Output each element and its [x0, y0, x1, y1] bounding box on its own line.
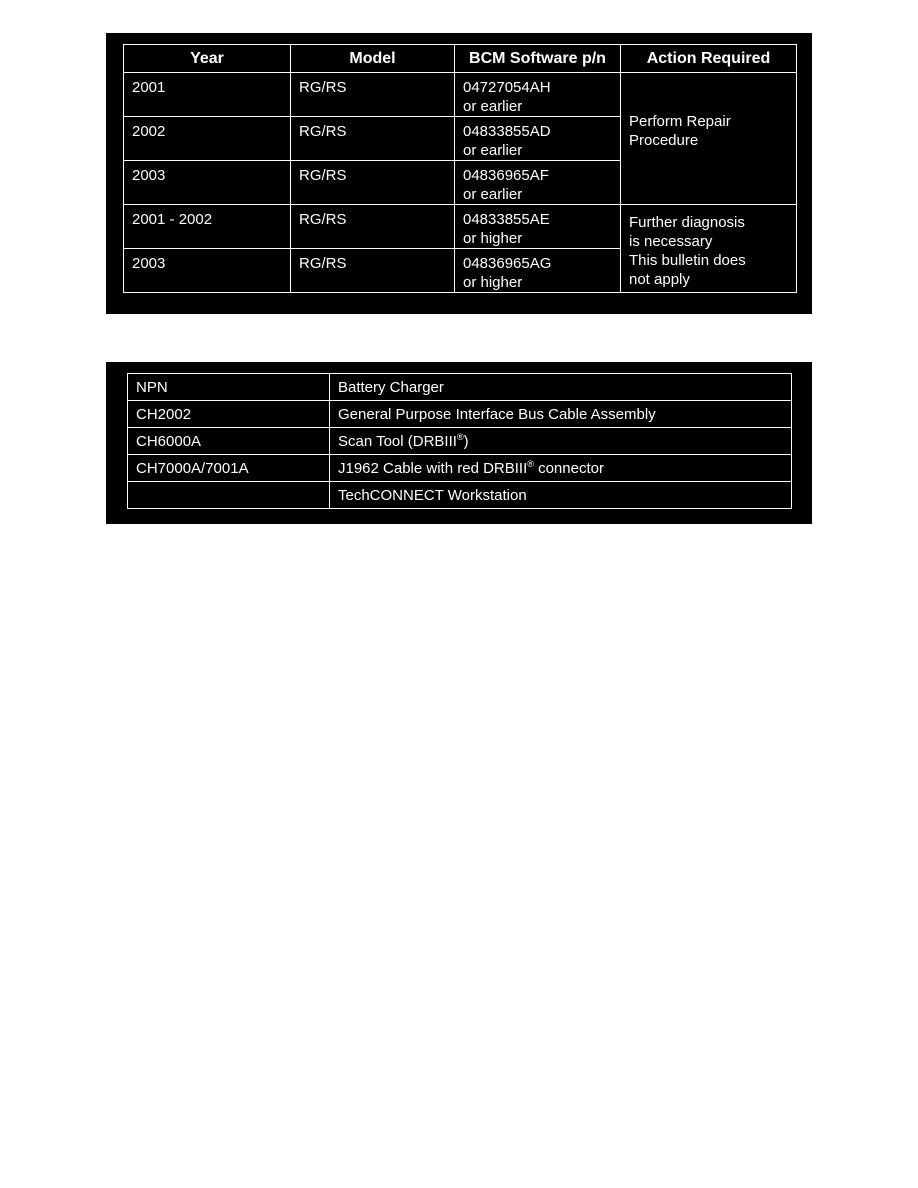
model-cell: RG/RS [291, 117, 455, 161]
registered-mark: ® [456, 431, 464, 442]
model-cell: RG/RS [291, 161, 455, 205]
software-pn-qualifier: or higher [463, 274, 523, 291]
model-cell: RG/RS [291, 73, 455, 117]
software-pn-cell [455, 161, 621, 205]
software-pn-qualifier: or earlier [463, 142, 523, 159]
table-row [124, 205, 797, 249]
software-pn-qualifier: or earlier [463, 98, 523, 115]
tool-code-cell: CH7000A/7001A [128, 455, 330, 482]
action-cell-repair [621, 73, 797, 205]
tool-description-suffix: connector [533, 459, 604, 477]
tool-description-cell [330, 374, 792, 401]
year-cell: 2003 [124, 249, 291, 293]
tool-code-cell [128, 482, 330, 509]
software-pn: 04836965AF [463, 167, 549, 184]
table-row [128, 455, 792, 482]
software-pn-cell [455, 73, 621, 117]
header-year: Year [124, 45, 291, 73]
tool-description: J1962 Cable with red DRBIII [338, 459, 528, 477]
tool-description-cell [330, 455, 792, 482]
action-text: This bulletin does [629, 252, 746, 269]
table-row [128, 482, 792, 509]
action-text: Procedure [629, 132, 699, 149]
software-pn: 04836965AG [463, 255, 552, 272]
action-text: is necessary [629, 233, 713, 250]
tools-table [127, 373, 792, 509]
tool-description: Scan Tool (DRBIII [338, 432, 457, 450]
year-cell: 2002 [124, 117, 291, 161]
table-row [128, 374, 792, 401]
header-action-required: Action Required [621, 45, 797, 73]
action-cell-diagnosis [621, 205, 797, 293]
header-bcm-software-pn: BCM Software p/n [455, 45, 621, 73]
tool-description-cell [330, 482, 792, 509]
software-pn-cell [455, 205, 621, 249]
model-cell: RG/RS [291, 249, 455, 293]
tool-description-cell [330, 428, 792, 455]
registered-mark: ® [527, 458, 534, 469]
software-pn: 04727054AH [463, 79, 551, 96]
year-cell: 2003 [124, 161, 291, 205]
model-cell: RG/RS [291, 205, 455, 249]
tools-table-panel [106, 362, 812, 524]
action-text: Further diagnosis [629, 214, 745, 231]
software-pn-cell [455, 249, 621, 293]
tool-description-suffix: ) [463, 432, 469, 450]
bcm-software-table [123, 44, 797, 293]
year-cell: 2001 [124, 73, 291, 117]
software-pn-qualifier: or higher [463, 230, 523, 247]
table-row [128, 428, 792, 455]
tool-code-cell: CH6000A [128, 428, 330, 455]
action-text: not apply [629, 271, 690, 288]
tool-description-cell [330, 401, 792, 428]
tool-code-cell: CH2002 [128, 401, 330, 428]
tool-code-cell: NPN [128, 374, 330, 401]
action-text: Perform Repair [629, 113, 731, 130]
table-header-row [124, 45, 797, 73]
table-row [128, 401, 792, 428]
bcm-software-table-panel [106, 33, 812, 314]
tool-description: TechCONNECT Workstation [338, 486, 527, 504]
tool-description: Battery Charger [338, 378, 444, 396]
software-pn: 04833855AD [463, 123, 551, 140]
software-pn-qualifier: or earlier [463, 186, 523, 203]
header-model: Model [291, 45, 455, 73]
table-row [124, 73, 797, 117]
tool-description: General Purpose Interface Bus Cable Assembly [338, 405, 656, 423]
year-cell: 2001 - 2002 [124, 205, 291, 249]
software-pn: 04833855AE [463, 211, 550, 228]
software-pn-cell [455, 117, 621, 161]
